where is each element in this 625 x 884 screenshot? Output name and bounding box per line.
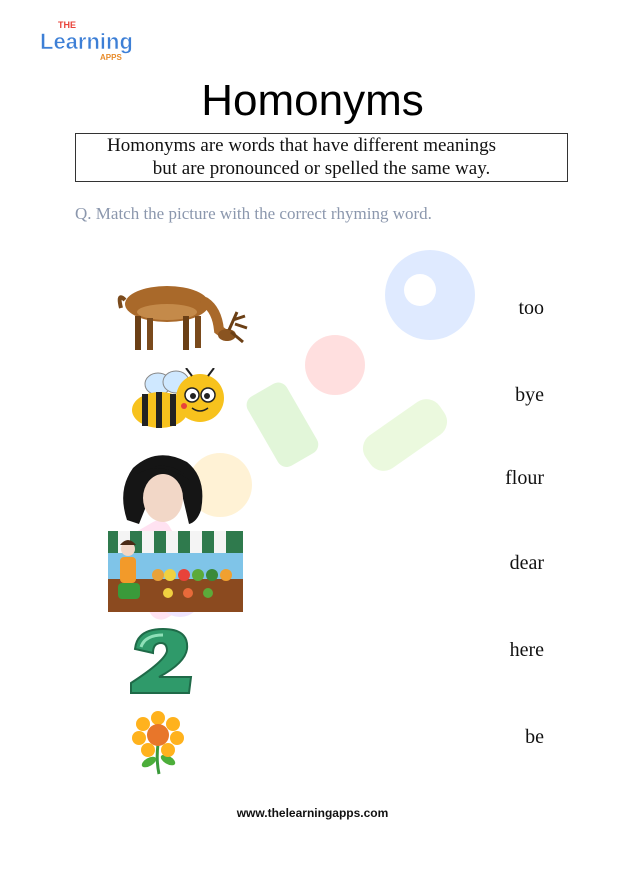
definition-line-2: but are pronounced or spelled the same way. [152,158,491,179]
number-two-icon [125,627,200,695]
page-title: Homonyms [201,76,424,125]
word-too: too [518,297,544,319]
word-dear: dear [509,552,544,574]
bee-icon [128,368,226,434]
hair-icon [117,450,207,526]
question-prompt: Q. Match the picture with the correct rhyming word. [75,204,432,223]
definition-box [75,133,568,182]
word-be: be [525,726,544,748]
svg-text:THE: THE [58,20,76,30]
footer-url: www.thelearningapps.com [236,806,389,820]
deer-icon [117,272,250,355]
svg-text:Learning: Learning [40,29,133,54]
word-here: here [509,639,544,661]
flower-icon [131,710,186,776]
market-flower-stall-icon [108,531,243,612]
word-bye: bye [515,384,544,406]
word-flour: flour [505,467,544,489]
the-learning-apps-logo [38,16,146,62]
svg-text:APPS: APPS [100,53,122,62]
definition-line-1: Homonyms are words that have different meanings [106,135,497,156]
